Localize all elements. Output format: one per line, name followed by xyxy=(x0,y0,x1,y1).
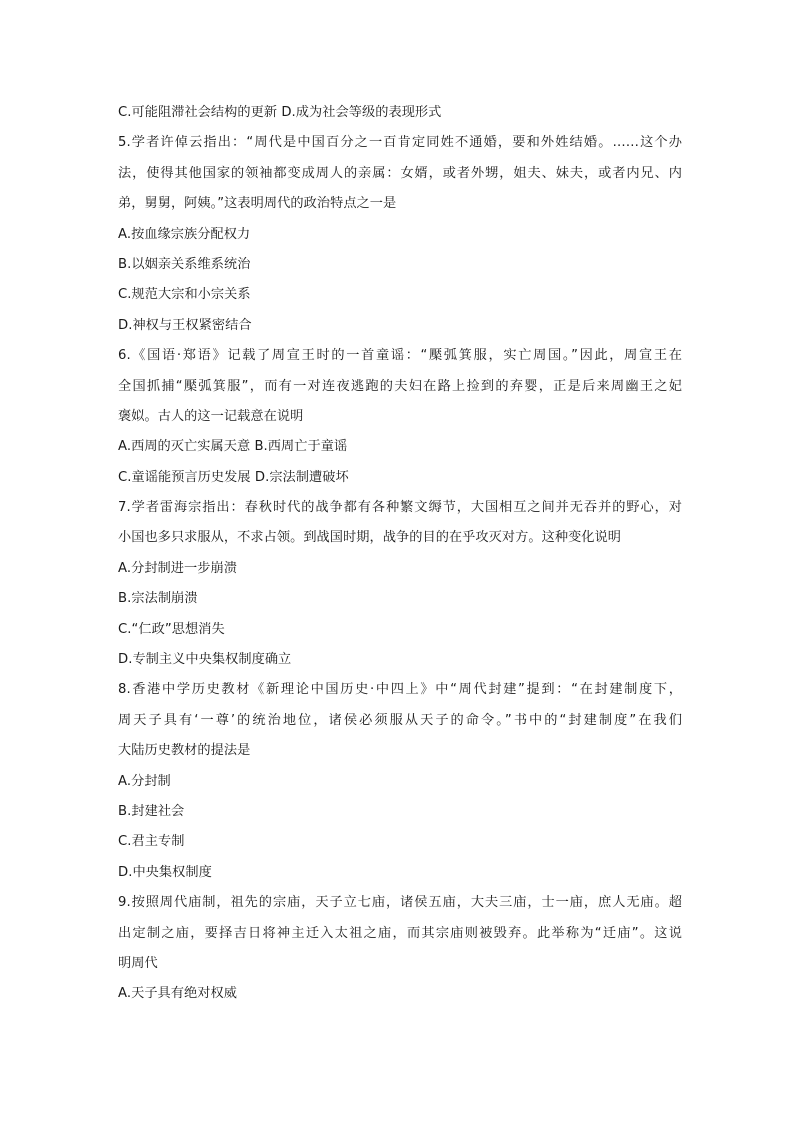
q7-option-b: B.宗法制崩溃 xyxy=(118,591,198,607)
q6-option-a-b: A.西周的灭亡实属天意 B.西周亡于童谣 xyxy=(118,439,348,455)
q6-stem-line-3: 褒姒。古人的这一记载意在说明 xyxy=(118,408,304,424)
q9-stem-line-1: 9.按照周代庙制，祖先的宗庙，天子立七庙，诸侯五庙，大夫三庙，士一庙，庶人无庙。超 xyxy=(118,895,682,911)
q7-stem-line-1: 7.学者雷海宗指出：春秋时代的战争都有各种繁文缛节，大国相互之间并无吞并的野心，对 xyxy=(118,500,682,516)
q6-stem-line-2: 全国抓捕“檿弧箕服”，而有一对连夜逃跑的夫妇在路上捡到的弃婴，正是后来周幽王之妃 xyxy=(118,378,682,394)
q7-option-c: C.“仁政”思想消失 xyxy=(118,621,225,637)
q5-option-b: B.以姻亲关系维系统治 xyxy=(118,256,251,272)
q8-stem-line-1: 8.香港中学历史教材《新理论中国历史·中四上》中“周代封建”提到：“在封建制度下， xyxy=(118,682,682,698)
q5-stem-line-1: 5.学者许倬云指出：“周代是中国百分之一百肯定同姓不通婚，要和外姓结婚。……这个办 xyxy=(118,135,682,151)
q6-stem-line-1: 6.《国语·郑语》记载了周宣王时的一首童谣：“檿弧箕服，实亡周国。”因此，周宣王在 xyxy=(118,348,682,364)
q9-stem-line-2: 出定制之庙，要择吉日将神主迁入太祖之庙，而其宗庙则被毁弃。此举称为“迁庙”。这说 xyxy=(118,925,682,941)
q8-option-a: A.分封制 xyxy=(118,773,171,789)
q9-stem-line-3: 明周代 xyxy=(118,955,158,971)
q5-stem-line-2: 法，使得其他国家的领袖都变成周人的亲属：女婿，或者外甥，姐夫、妹夫，或者内兄、内 xyxy=(118,165,682,181)
q8-stem-line-3: 大陆历史教材的提法是 xyxy=(118,743,251,759)
q4-option-c-d: C.可能阻滞社会结构的更新 D.成为社会等级的表现形式 xyxy=(118,105,442,120)
q8-stem-line-2: 周天子具有‘一尊’的统治地位，诸侯必须服从天子的命令。”书中的“封建制度”在我们 xyxy=(118,712,682,728)
document-body xyxy=(118,98,682,1010)
q8-option-c: C.君主专制 xyxy=(118,834,185,850)
q8-option-b: B.封建社会 xyxy=(118,803,185,819)
q9-option-a: A.天子具有绝对权威 xyxy=(118,986,237,1002)
q5-stem-line-3: 弟，舅舅，阿姨。”这表明周代的政治特点之一是 xyxy=(118,196,397,212)
q5-option-a: A.按血缘宗族分配权力 xyxy=(118,226,251,242)
q5-option-c: C.规范大宗和小宗关系 xyxy=(118,287,251,303)
q7-stem-line-2: 小国也多只求服从，不求占领。到战国时期，战争的目的在乎攻灭对方。这种变化说明 xyxy=(118,530,622,546)
q8-option-d: D.中央集权制度 xyxy=(118,864,212,880)
q7-option-d: D.专制主义中央集权制度确立 xyxy=(118,652,292,668)
q5-option-d: D.神权与王权紧密结合 xyxy=(118,317,252,333)
q6-option-c-d: C.童谣能预言历史发展 D.宗法制遭破坏 xyxy=(118,469,349,485)
q7-option-a: A.分封制进一步崩溃 xyxy=(118,560,237,576)
